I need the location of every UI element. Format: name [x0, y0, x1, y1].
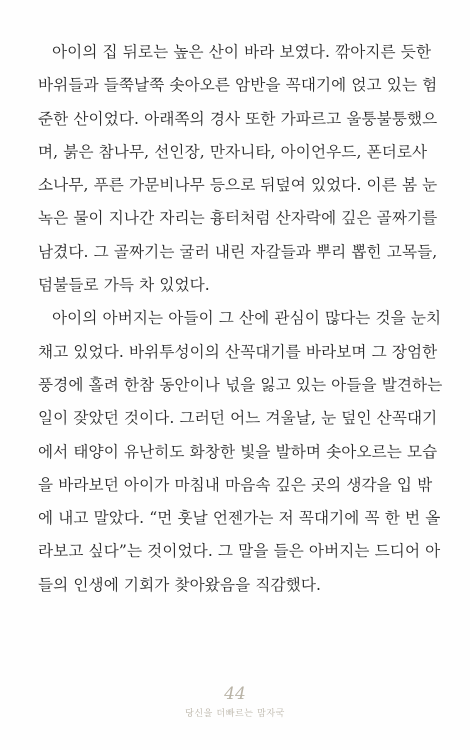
running-title: 당신을 더빠르는 맘자국	[185, 709, 285, 719]
text-line: 에서 태양이 유난히도 화창한 빛을 발하며 솟아오르는 모습	[38, 442, 438, 461]
text-line: 덤불들로 가득 차 있었다.	[38, 276, 210, 295]
text-line: 아이의 아버지는 아들이 그 산에 관심이 많다는 것을 눈치	[52, 309, 442, 328]
page-number: 44	[224, 684, 246, 704]
paragraph-2	[38, 302, 443, 602]
text-line: 풍경에 홀려 한참 동안이나 넋을 잃고 있는 아들을 발견하는	[38, 375, 443, 394]
text-line: 소나무, 푸른 가문비나무 등으로 뒤덮여 있었다. 이른 봄 눈	[38, 176, 438, 195]
paragraph-1	[38, 36, 438, 302]
text-line: 녹은 물이 지나간 자리는 흉터처럼 산자락에 깊은 골짜기를	[38, 209, 438, 228]
text-line: 에 내고 말았다. “먼 훗날 언젠가는 저 꼭대기에 꼭 한 번 올	[38, 509, 441, 528]
body-text	[38, 36, 443, 602]
text-line: 일이 잦았던 것이다. 그러던 어느 겨울날, 눈 덮인 산꼭대기	[38, 409, 438, 428]
text-line: 준한 산이었다. 아래쪽의 경사 또한 가파르고 울퉁불퉁했으	[38, 109, 438, 128]
text-line: 을 바라보던 아이가 마침내 마음속 깊은 곳의 생각을 입 밖	[38, 475, 433, 494]
text-line: 아이의 집 뒤로는 높은 산이 바라 보였다. 깎아지른 듯한	[52, 43, 432, 61]
text-line: 바위들과 들쭉날쭉 솟아오른 암반을 꼭대기에 얹고 있는 험	[38, 76, 438, 95]
text-line: 들의 인생에 기회가 찾아왔음을 직감했다.	[38, 575, 322, 594]
text-line: 라보고 싶다”는 것이었다. 그 말을 들은 아버지는 드디어 아	[38, 542, 441, 561]
text-line: 채고 있었다. 바위투성이의 산꼭대기를 바라보며 그 장엄한	[38, 342, 438, 361]
text-line: 며, 붉은 참나무, 선인장, 만자니타, 아이언우드, 폰더로사	[38, 142, 428, 161]
text-line: 남겼다. 그 골짜기는 굴러 내린 자갈들과 뿌리 뽑힌 고목들,	[38, 242, 438, 261]
